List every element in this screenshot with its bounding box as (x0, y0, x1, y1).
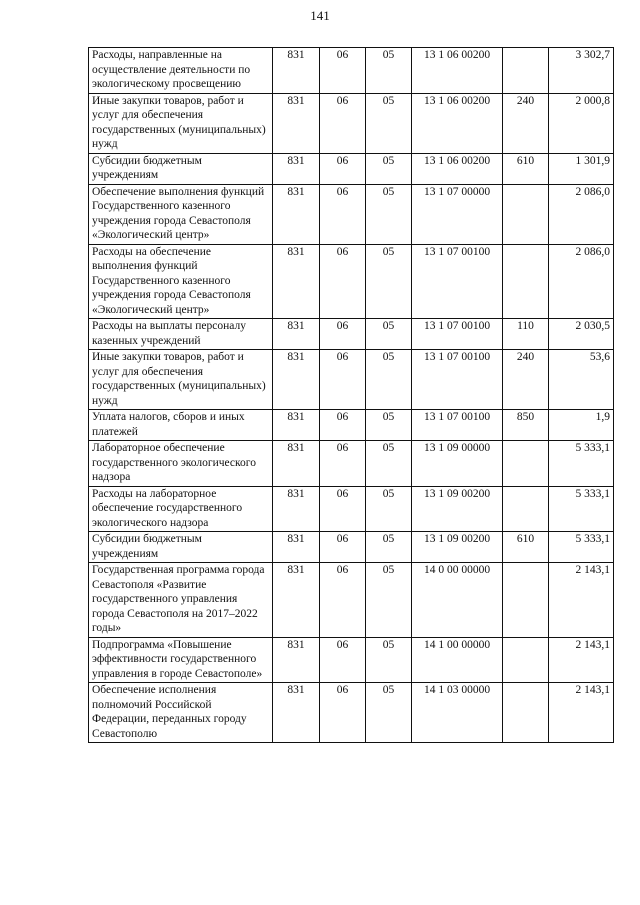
amount-cell: 1,9 (549, 410, 614, 441)
grbs-code-cell: 831 (273, 244, 320, 319)
expense-type-cell: 610 (503, 532, 549, 563)
table-row (89, 184, 614, 244)
target-article-cell: 13 1 06 00200 (412, 93, 503, 153)
target-article-cell: 13 1 07 00100 (412, 319, 503, 350)
expense-type-cell (503, 563, 549, 638)
page-number: 141 (310, 8, 330, 23)
section-code-cell: 06 (320, 441, 366, 487)
amount-cell: 5 333,1 (549, 532, 614, 563)
expense-type-cell: 240 (503, 93, 549, 153)
table-row (89, 441, 614, 487)
target-article-cell: 13 1 06 00200 (412, 48, 503, 94)
subsection-code-cell: 05 (366, 319, 412, 350)
expense-type-cell: 850 (503, 410, 549, 441)
amount-cell: 5 333,1 (549, 486, 614, 532)
expense-name-cell: Иные закупки товаров, работ и услуг для обеспечения государственных (муниципальных) нужд (89, 350, 273, 410)
expense-name-cell: Уплата налогов, сборов и иных платежей (89, 410, 273, 441)
table-row (89, 410, 614, 441)
section-code-cell: 06 (320, 350, 366, 410)
expense-name-cell: Лабораторное обеспечение государственного экологического надзора (89, 441, 273, 487)
target-article-cell: 13 1 07 00100 (412, 410, 503, 441)
amount-cell: 2 030,5 (549, 319, 614, 350)
table-row (89, 637, 614, 683)
subsection-code-cell: 05 (366, 637, 412, 683)
expense-type-cell (503, 441, 549, 487)
expense-name-cell: Субсидии бюджетным учреждениям (89, 153, 273, 184)
section-code-cell: 06 (320, 563, 366, 638)
expense-type-cell: 240 (503, 350, 549, 410)
expense-name-cell: Обеспечение выполнения функций Государственного казенного учреждения города Севастополя «Экологический центр» (89, 184, 273, 244)
grbs-code-cell: 831 (273, 486, 320, 532)
target-article-cell: 13 1 07 00100 (412, 350, 503, 410)
grbs-code-cell: 831 (273, 441, 320, 487)
grbs-code-cell: 831 (273, 350, 320, 410)
section-code-cell: 06 (320, 319, 366, 350)
amount-cell: 5 333,1 (549, 441, 614, 487)
amount-cell: 1 301,9 (549, 153, 614, 184)
subsection-code-cell: 05 (366, 441, 412, 487)
expense-type-cell (503, 244, 549, 319)
expense-name-cell: Расходы, направленные на осуществление деятельности по экологическому просвещению (89, 48, 273, 94)
amount-cell: 2 086,0 (549, 244, 614, 319)
section-code-cell: 06 (320, 486, 366, 532)
table-row (89, 532, 614, 563)
target-article-cell: 13 1 07 00100 (412, 244, 503, 319)
expense-type-cell (503, 48, 549, 94)
target-article-cell: 13 1 09 00000 (412, 441, 503, 487)
table-row (89, 486, 614, 532)
section-code-cell: 06 (320, 532, 366, 563)
subsection-code-cell: 05 (366, 532, 412, 563)
expense-name-cell: Субсидии бюджетным учреждениям (89, 532, 273, 563)
amount-cell: 2 086,0 (549, 184, 614, 244)
grbs-code-cell: 831 (273, 563, 320, 638)
expense-name-cell: Иные закупки товаров, работ и услуг для обеспечения государственных (муниципальных) нужд (89, 93, 273, 153)
target-article-cell: 13 1 06 00200 (412, 153, 503, 184)
subsection-code-cell: 05 (366, 410, 412, 441)
section-code-cell: 06 (320, 93, 366, 153)
table-row (89, 319, 614, 350)
subsection-code-cell: 05 (366, 486, 412, 532)
target-article-cell: 13 1 09 00200 (412, 486, 503, 532)
subsection-code-cell: 05 (366, 153, 412, 184)
table-row (89, 244, 614, 319)
section-code-cell: 06 (320, 244, 366, 319)
expense-name-cell: Расходы на обеспечение выполнения функций Государственного казенного учреждения города Севастополя «Экологический центр» (89, 244, 273, 319)
expense-name-cell: Государственная программа города Севастополя «Развитие государственного управления города Севастополя на 2017–2022 годы» (89, 563, 273, 638)
amount-cell: 2 143,1 (549, 683, 614, 743)
amount-cell: 2 143,1 (549, 637, 614, 683)
amount-cell: 2 143,1 (549, 563, 614, 638)
expense-name-cell: Расходы на выплаты персоналу казенных учреждений (89, 319, 273, 350)
subsection-code-cell: 05 (366, 350, 412, 410)
expense-type-cell (503, 683, 549, 743)
expense-name-cell: Подпрограмма «Повышение эффективности государственного управления в городе Севастополе» (89, 637, 273, 683)
section-code-cell: 06 (320, 153, 366, 184)
subsection-code-cell: 05 (366, 563, 412, 638)
expense-type-cell (503, 184, 549, 244)
table-row (89, 93, 614, 153)
expense-type-cell (503, 486, 549, 532)
grbs-code-cell: 831 (273, 683, 320, 743)
subsection-code-cell: 05 (366, 93, 412, 153)
table-row (89, 153, 614, 184)
amount-cell: 3 302,7 (549, 48, 614, 94)
table-row (89, 48, 614, 94)
amount-cell: 2 000,8 (549, 93, 614, 153)
grbs-code-cell: 831 (273, 410, 320, 441)
target-article-cell: 13 1 07 00000 (412, 184, 503, 244)
subsection-code-cell: 05 (366, 48, 412, 94)
grbs-code-cell: 831 (273, 153, 320, 184)
table-row (89, 563, 614, 638)
grbs-code-cell: 831 (273, 637, 320, 683)
expense-name-cell: Расходы на лабораторное обеспечение государственного экологического надзора (89, 486, 273, 532)
grbs-code-cell: 831 (273, 184, 320, 244)
section-code-cell: 06 (320, 184, 366, 244)
target-article-cell: 14 0 00 00000 (412, 563, 503, 638)
section-code-cell: 06 (320, 637, 366, 683)
budget-table (88, 47, 614, 743)
target-article-cell: 14 1 00 00000 (412, 637, 503, 683)
expense-type-cell (503, 637, 549, 683)
expense-type-cell: 110 (503, 319, 549, 350)
grbs-code-cell: 831 (273, 93, 320, 153)
grbs-code-cell: 831 (273, 319, 320, 350)
expense-type-cell: 610 (503, 153, 549, 184)
expense-name-cell: Обеспечение исполнения полномочий Российской Федерации, переданных городу Севастополю (89, 683, 273, 743)
grbs-code-cell: 831 (273, 48, 320, 94)
section-code-cell: 06 (320, 683, 366, 743)
section-code-cell: 06 (320, 48, 366, 94)
subsection-code-cell: 05 (366, 184, 412, 244)
target-article-cell: 14 1 03 00000 (412, 683, 503, 743)
grbs-code-cell: 831 (273, 532, 320, 563)
table-body (89, 48, 614, 743)
subsection-code-cell: 05 (366, 683, 412, 743)
target-article-cell: 13 1 09 00200 (412, 532, 503, 563)
amount-cell: 53,6 (549, 350, 614, 410)
section-code-cell: 06 (320, 410, 366, 441)
subsection-code-cell: 05 (366, 244, 412, 319)
table-row (89, 350, 614, 410)
table-row (89, 683, 614, 743)
